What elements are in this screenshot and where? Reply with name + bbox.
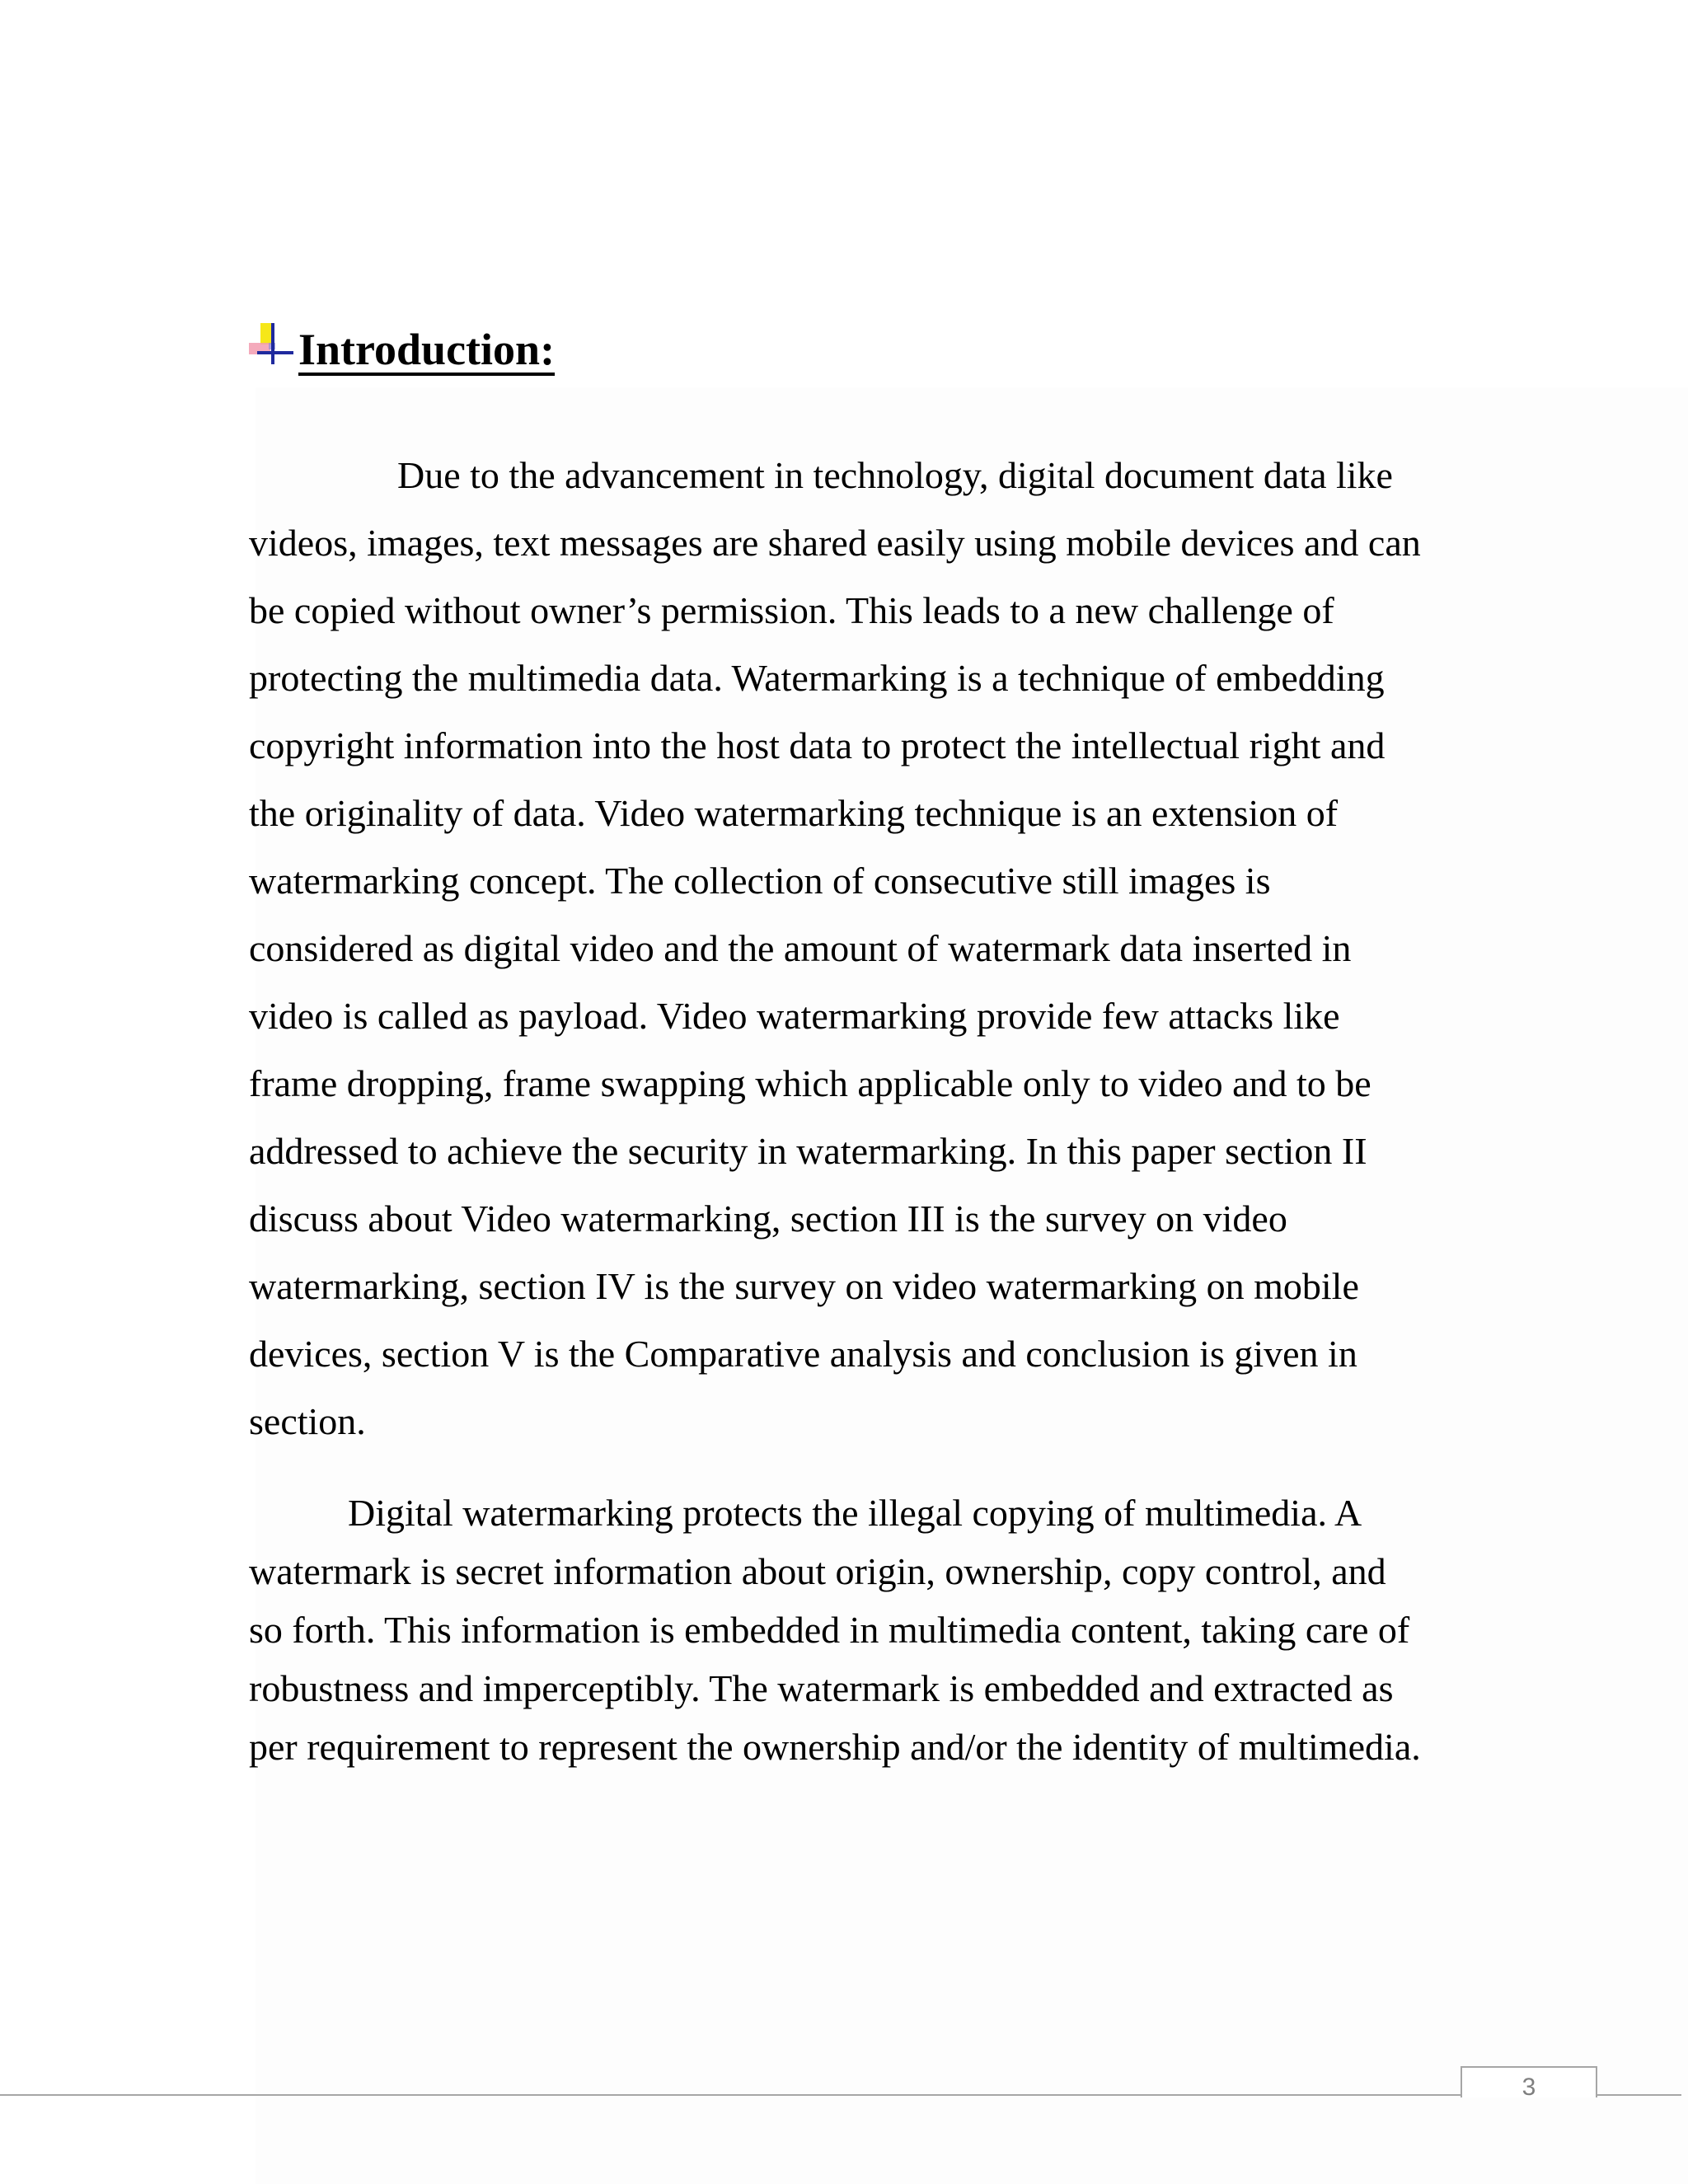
paragraph-line: watermarking, section IV is the survey on video watermarking on mobile xyxy=(249,1265,1359,1307)
paragraph-line: considered as digital video and the amount of watermark data inserted in xyxy=(249,927,1352,969)
paragraph-line: robustness and imperceptibly. The watermark is embedded and extracted as xyxy=(249,1667,1394,1709)
paragraph-line: videos, images, text messages are shared easily using mobile devices and can xyxy=(249,522,1421,564)
paragraph-line: addressed to achieve the security in watermarking. In this paper section II xyxy=(249,1130,1367,1172)
paragraph-line: so forth. This information is embedded in multimedia content, taking care of xyxy=(249,1609,1410,1651)
paragraph-line: watermark is secret information about origin, ownership, copy control, and xyxy=(249,1550,1386,1592)
paragraph-line: discuss about Video watermarking, section III is the survey on video xyxy=(249,1197,1287,1240)
paragraph-line: protecting the multimedia data. Watermarking is a technique of embedding xyxy=(249,657,1385,699)
page-number: 3 xyxy=(1522,2074,1536,2101)
four-square-bullet-icon xyxy=(249,320,298,369)
section-heading xyxy=(249,320,555,386)
paragraph-line: frame dropping, frame swapping which applicable only to video and to be xyxy=(249,1062,1372,1104)
paragraph-line: Digital watermarking protects the illegal copying of multimedia. A xyxy=(348,1492,1362,1534)
footer-divider xyxy=(0,2094,1681,2096)
paragraph-line: section. xyxy=(249,1400,366,1442)
intro-paragraph-1 xyxy=(249,442,1485,1455)
paragraph-line: per requirement to represent the ownership and/or the identity of multimedia. xyxy=(249,1726,1421,1768)
paragraph-line: video is called as payload. Video watermarking provide few attacks like xyxy=(249,995,1340,1037)
paragraph-line: the originality of data. Video watermarking technique is an extension of xyxy=(249,792,1339,834)
paragraph-line: be copied without owner’s permission. This leads to a new challenge of xyxy=(249,589,1334,631)
paragraph-line: devices, section V is the Comparative analysis and conclusion is given in xyxy=(249,1333,1357,1375)
intro-paragraph-2 xyxy=(249,1483,1485,1776)
paragraph-line: Due to the advancement in technology, digital document data like xyxy=(397,454,1393,496)
paragraph-line: watermarking concept. The collection of consecutive still images is xyxy=(249,860,1271,902)
paragraph-line: copyright information into the host data to protect the intellectual right and xyxy=(249,724,1386,766)
page-title: Introduction: xyxy=(298,325,556,374)
